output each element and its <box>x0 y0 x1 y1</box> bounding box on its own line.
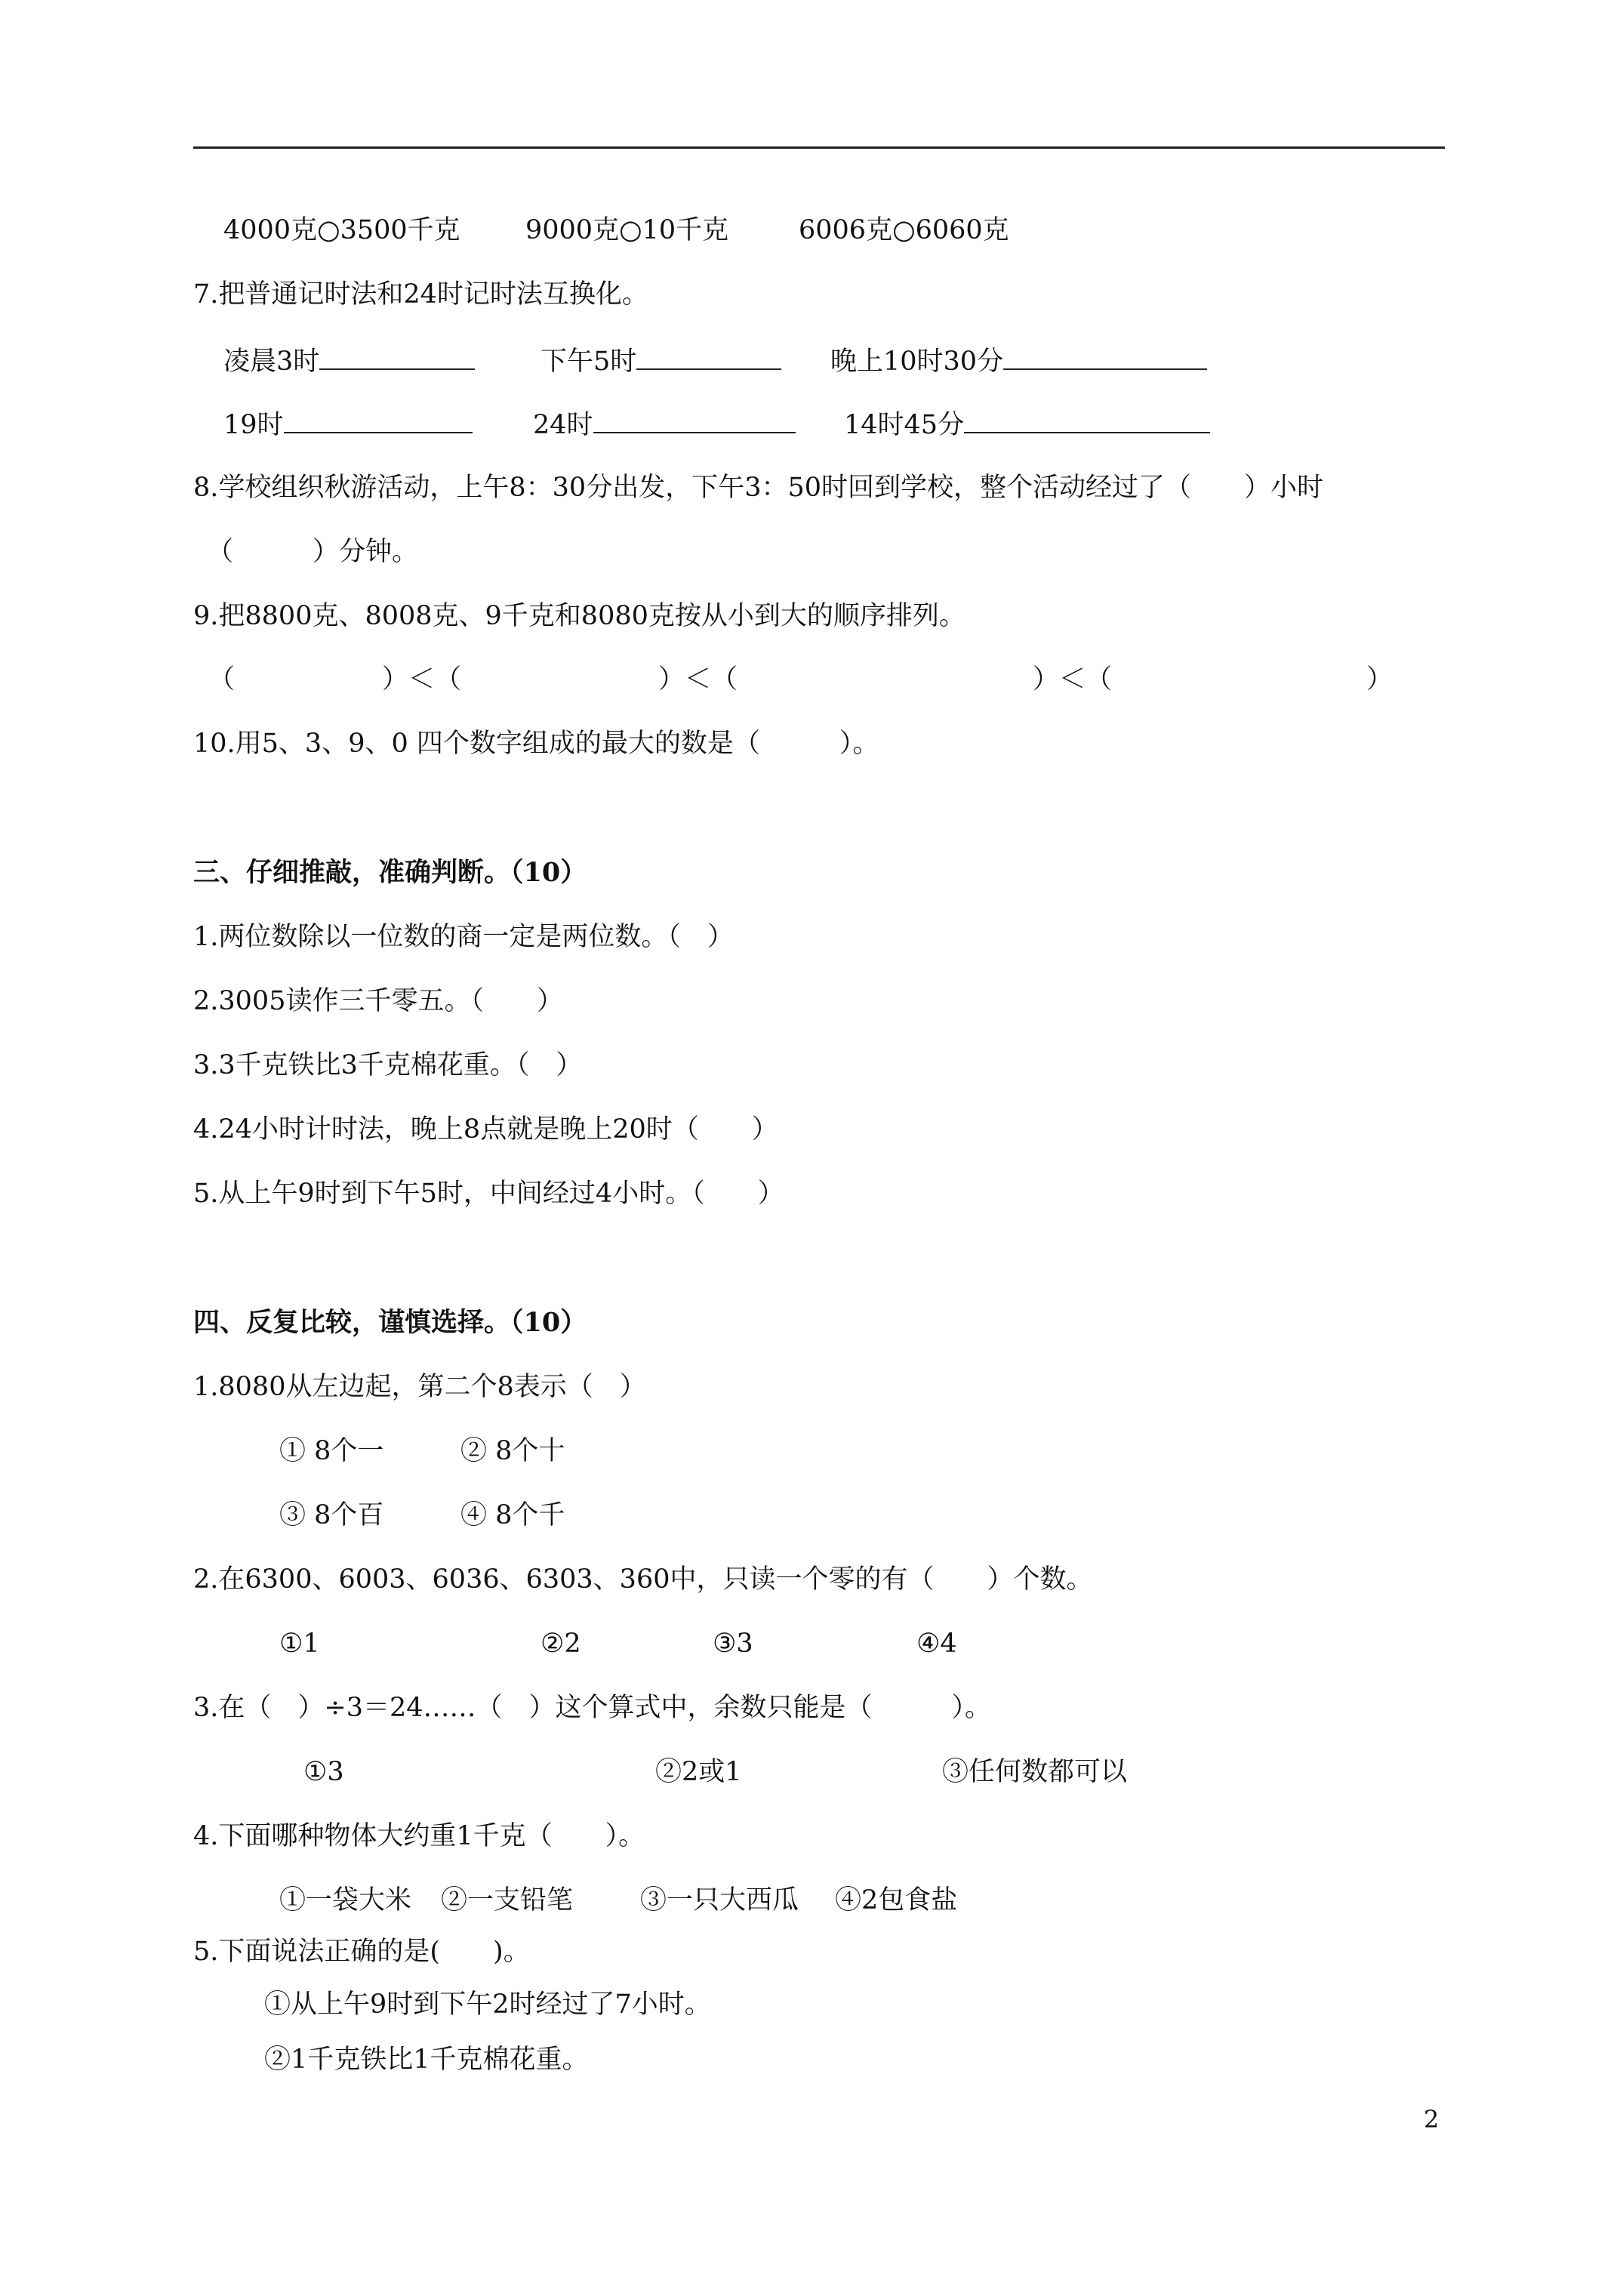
choice-option[interactable]: ②2 <box>540 1629 581 1659</box>
q9-sep-1: ）＜（ <box>382 664 462 695</box>
judge-item-5: 5.从上午9时到下午5时，中间经过4小时。（ ） <box>193 1179 784 1209</box>
q7-label: 晚上10时30分 <box>830 347 1004 377</box>
answer-blank[interactable] <box>636 343 781 370</box>
header-rule <box>193 146 1445 149</box>
choice-q1-stem: 1.8080从左边起，第二个8表示（ ） <box>193 1372 646 1402</box>
q9-paren-close: ） <box>1366 664 1394 695</box>
answer-blank[interactable] <box>284 406 473 433</box>
choice-option[interactable]: ①1 <box>279 1629 320 1659</box>
q7-label: 14时45分 <box>844 410 965 440</box>
answer-blank[interactable] <box>593 406 796 433</box>
q7-label: 凌晨3时 <box>223 347 320 377</box>
compare-item-3: 6006克○6060克 <box>799 215 1009 245</box>
choice-option[interactable]: ①3 <box>303 1757 344 1787</box>
choice-q2-stem: 2.在6300、6003、6036、6303、360中，只读一个零的有（ ）个数。 <box>193 1564 1093 1595</box>
choice-option[interactable]: ① 8个一 <box>279 1436 384 1466</box>
q7-row1-item3 <box>830 343 1207 378</box>
choice-q4-stem: 4.下面哪种物体大约重1千克（ ）。 <box>193 1821 645 1851</box>
choice-option[interactable]: ③任何数都可以 <box>942 1757 1128 1787</box>
q7-row1-item1 <box>223 343 475 378</box>
choice-option[interactable]: ②一支铅笔 <box>441 1885 574 1915</box>
compare-item-2: 9000克○10千克 <box>525 215 729 245</box>
section-3-heading: 三、仔细推敲，准确判断。（10） <box>193 857 587 888</box>
judge-item-3: 3.3千克铁比3千克棉花重。（ ） <box>193 1050 583 1080</box>
q7-label: 24时 <box>533 410 593 440</box>
choice-option[interactable]: ①一袋大米 <box>279 1885 412 1915</box>
choice-option[interactable]: ②2或1 <box>655 1757 742 1787</box>
q7-label: 下午5时 <box>540 347 637 377</box>
choice-option[interactable]: ④ 8个千 <box>460 1500 565 1530</box>
choice-option[interactable]: ② 8个十 <box>460 1436 565 1466</box>
q7-row1-item2 <box>540 343 781 378</box>
choice-option[interactable]: ③一只大西瓜 <box>640 1885 799 1915</box>
choice-option[interactable]: ③ 8个百 <box>279 1500 384 1530</box>
q7-row2-item1 <box>223 406 473 442</box>
choice-option[interactable]: ④4 <box>916 1629 957 1659</box>
page-number: 2 <box>1424 2105 1440 2134</box>
question-7-title: 7.把普通记时法和24时记时法互换化。 <box>193 279 648 310</box>
judge-item-4: 4.24小时计时法，晚上8点就是晚上20时（ ） <box>193 1114 778 1145</box>
choice-option[interactable]: ③3 <box>713 1629 753 1659</box>
question-9-title: 9.把8800克、8008克、9千克和8080克按从小到大的顺序排列。 <box>193 601 965 631</box>
q7-label: 19时 <box>223 410 284 440</box>
question-8-line1: 8.学校组织秋游活动，上午8：30分出发，下午3：50时回到学校，整个活动经过了（ ）小时 <box>193 473 1324 503</box>
judge-item-2: 2.3005读作三千零五。（ ） <box>193 986 563 1016</box>
answer-blank[interactable] <box>964 406 1210 433</box>
judge-item-1: 1.两位数除以一位数的商一定是两位数。（ ） <box>193 922 734 952</box>
q7-row2-item2 <box>533 406 796 442</box>
q9-paren-open: （ <box>208 664 236 695</box>
question-10: 10.用5、3、9、0 四个数字组成的最大的数是（ ）。 <box>193 729 879 759</box>
q7-row2-item3 <box>844 406 1210 442</box>
choice-q5-stem: 5.下面说法正确的是( )。 <box>193 1937 530 1967</box>
choice-q3-stem: 3.在（ ）÷3＝24……（ ）这个算式中，余数只能是（ ）。 <box>193 1693 992 1723</box>
q9-sep-3: ）＜（ <box>1033 664 1113 695</box>
choice-option[interactable]: ②1千克铁比1千克棉花重。 <box>264 2045 589 2075</box>
question-8-line2: （ ）分钟。 <box>207 537 419 567</box>
q9-sep-2: ）＜（ <box>658 664 738 695</box>
compare-item-1: 4000克○3500千克 <box>223 215 460 245</box>
choice-option[interactable]: ①从上午9时到下午2时经过了7小时。 <box>264 1989 711 2020</box>
answer-blank[interactable] <box>1003 343 1207 370</box>
choice-option[interactable]: ④2包食盐 <box>835 1885 958 1915</box>
answer-blank[interactable] <box>319 343 475 370</box>
section-4-heading: 四、反复比较，谨慎选择。（10） <box>193 1307 587 1338</box>
